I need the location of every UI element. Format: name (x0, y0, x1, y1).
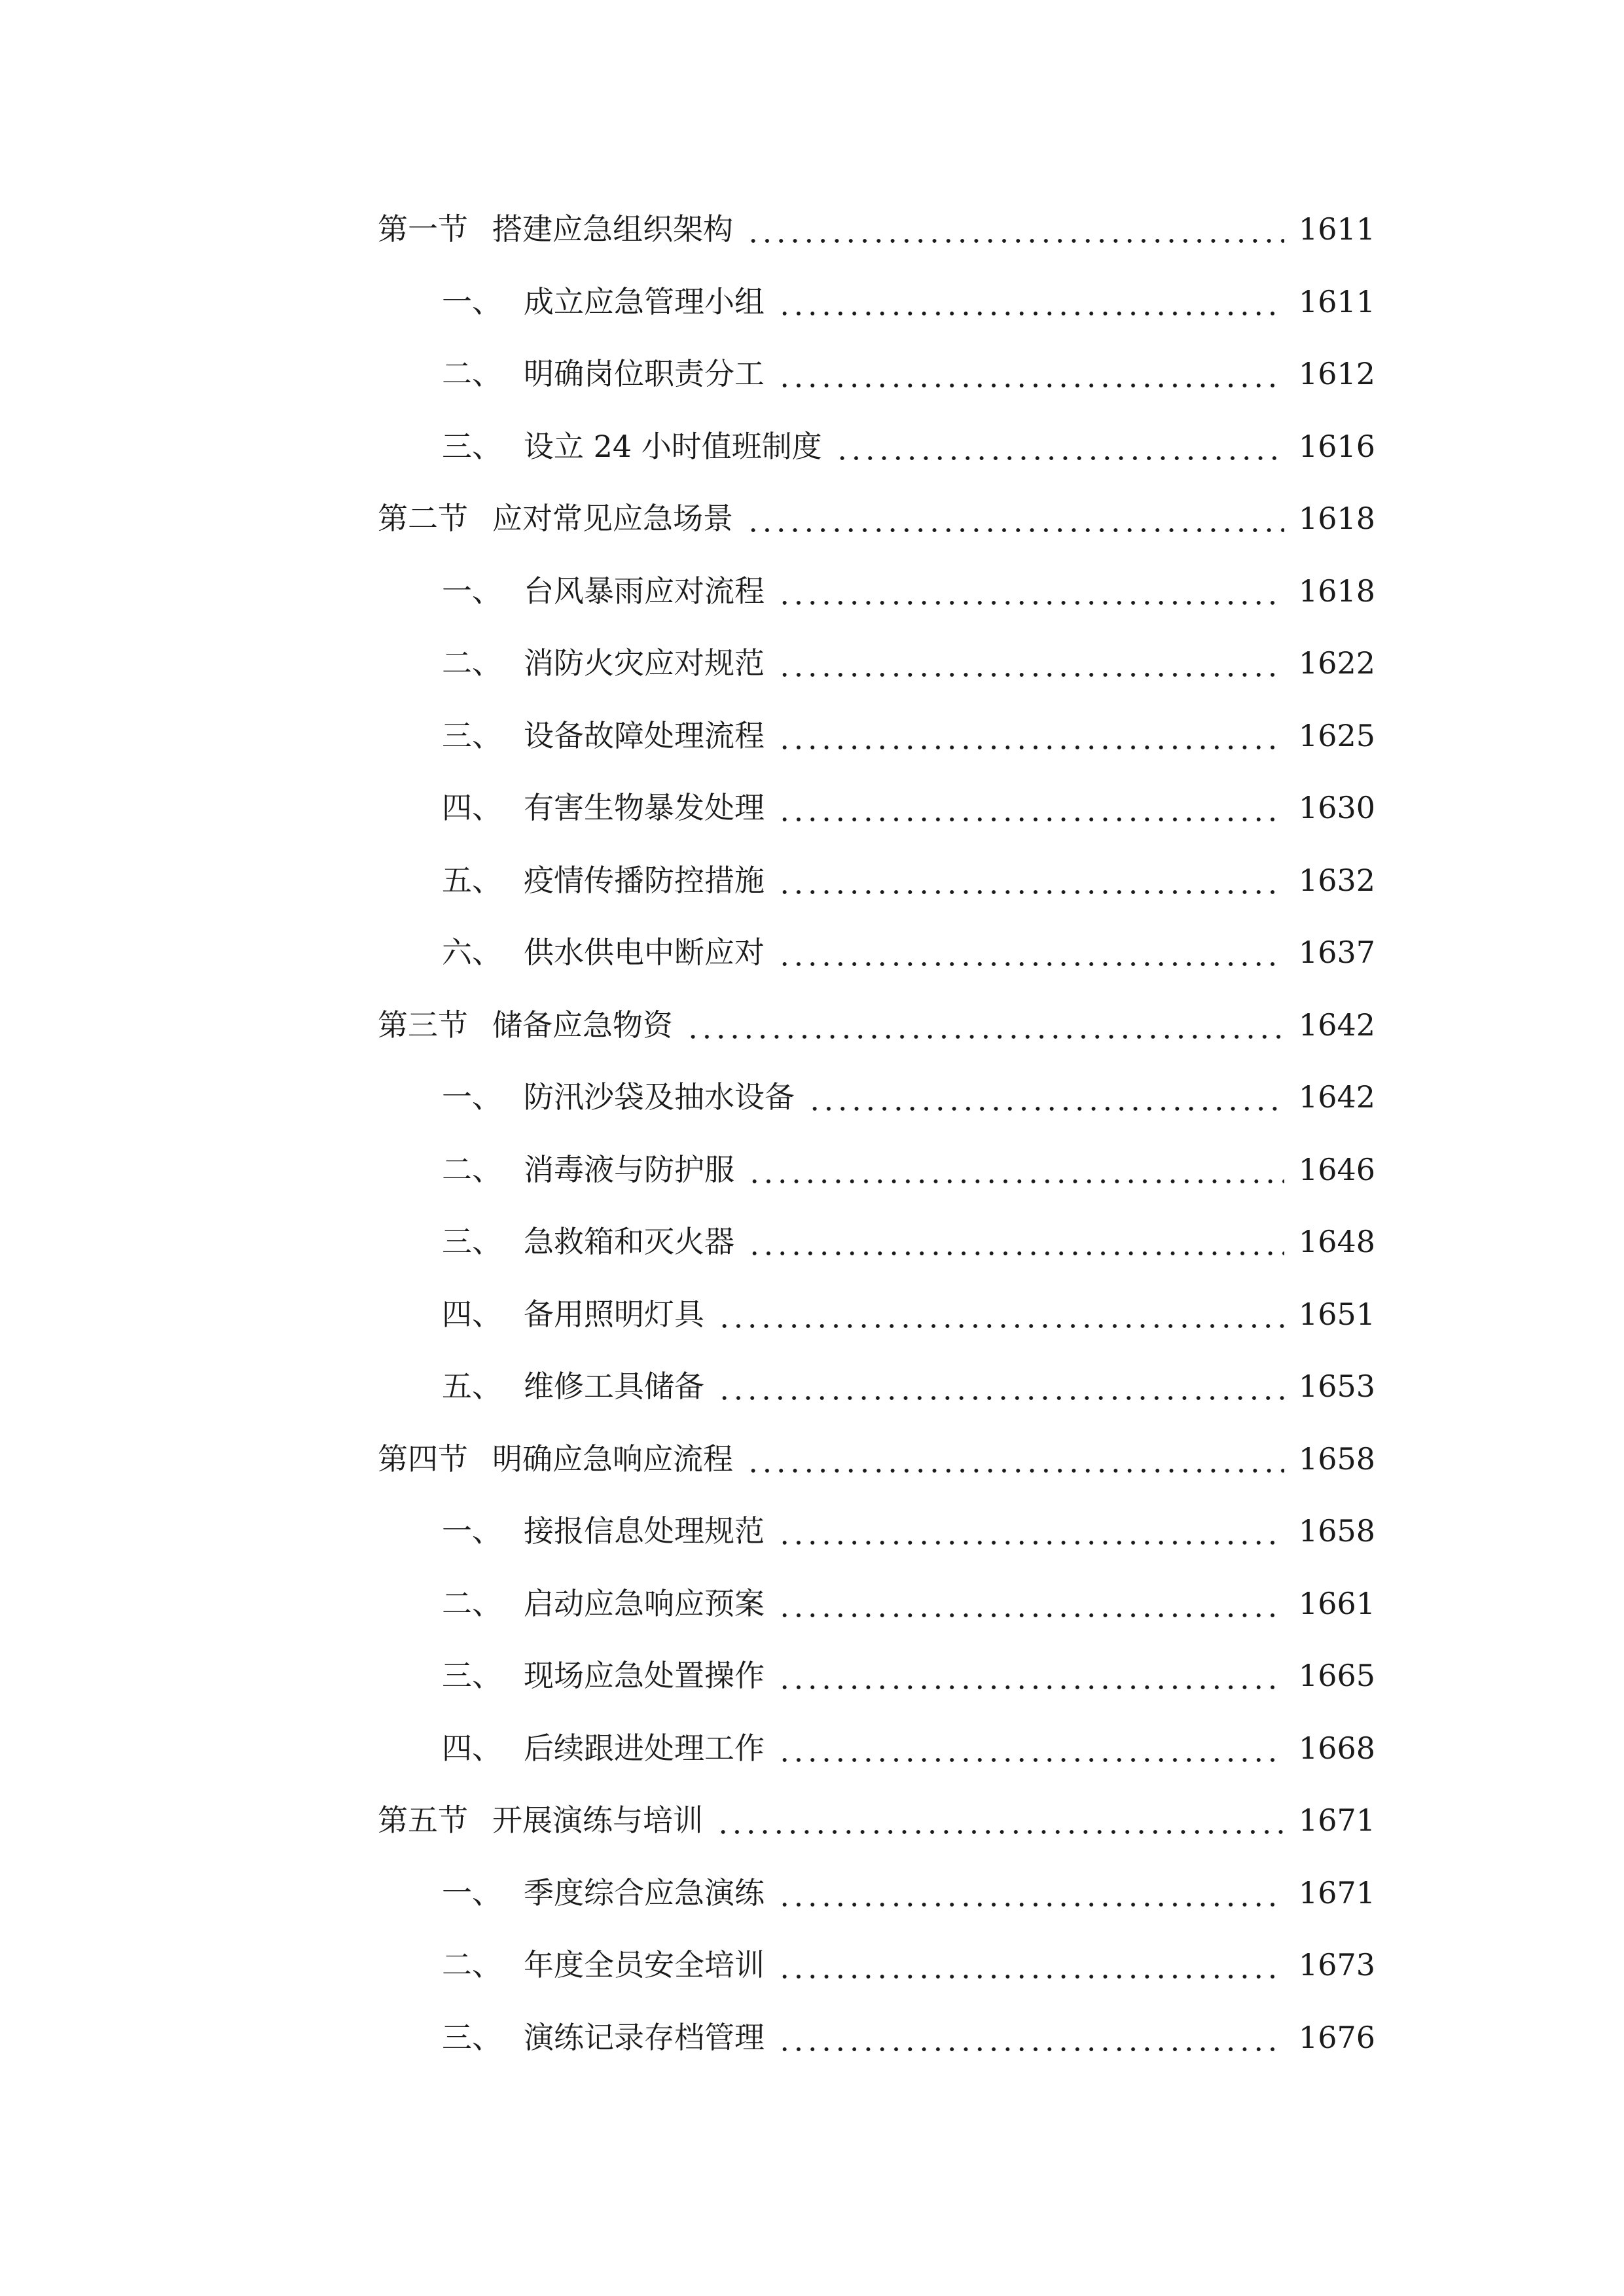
toc-entry-number: 一、 (442, 1875, 502, 1910)
toc-page-number: 1658 (1298, 1513, 1375, 1549)
toc-subsection-entry[interactable] (442, 926, 1375, 978)
toc-entry-title: 疫情传播防控措施 (524, 863, 765, 898)
toc-subsection-entry[interactable] (442, 1577, 1375, 1630)
toc-page-number: 1612 (1298, 356, 1375, 391)
toc-entry-title: 年度全员安全培训 (524, 1947, 765, 1982)
toc-page-number: 1653 (1298, 1369, 1375, 1404)
toc-entry-number: 三、 (442, 1224, 502, 1259)
toc-dot-leader (778, 1516, 1284, 1546)
toc-page-number: 1642 (1298, 1079, 1375, 1115)
toc-entry-number: 二、 (442, 1586, 502, 1621)
toc-entry-number: 第一节 (378, 211, 468, 247)
toc-page-number: 1671 (1298, 1875, 1375, 1910)
toc-entry-title: 储备应急物资 (492, 1007, 673, 1043)
toc-dot-leader (717, 1299, 1284, 1329)
toc-dot-leader (778, 576, 1284, 606)
toc-entry-number: 一、 (442, 1513, 502, 1549)
toc-entry-number: 第五节 (378, 1803, 468, 1838)
toc-entry-number: 二、 (442, 1152, 502, 1187)
toc-entry-number: 一、 (442, 284, 502, 319)
toc-entry-number: 四、 (442, 790, 502, 825)
toc-page-number: 1625 (1298, 718, 1375, 753)
toc-subsection-entry[interactable] (442, 1288, 1375, 1340)
toc-dot-leader (778, 359, 1284, 389)
toc-entry-title: 设立 24 小时值班制度 (524, 429, 822, 464)
toc-entry-title: 有害生物暴发处理 (524, 790, 765, 825)
toc-page-number: 1630 (1298, 790, 1375, 825)
toc-subsection-entry[interactable] (442, 1867, 1375, 1919)
toc-entry-number: 五、 (442, 1369, 502, 1404)
toc-dot-leader (746, 503, 1284, 533)
toc-subsection-entry[interactable] (442, 2011, 1375, 2064)
toc-dot-leader (716, 1805, 1284, 1835)
toc-dot-leader (778, 648, 1284, 678)
toc-subsection-entry[interactable] (442, 565, 1375, 617)
toc-entry-title: 季度综合应急演练 (524, 1875, 765, 1910)
toc-entry-title: 消毒液与防护服 (524, 1152, 734, 1187)
toc-dot-leader (778, 287, 1284, 317)
toc-page-number: 1632 (1298, 863, 1375, 898)
toc-subsection-entry[interactable] (442, 276, 1375, 328)
toc-page-number: 1671 (1298, 1803, 1375, 1838)
toc-page-number: 1665 (1298, 1658, 1375, 1693)
toc-entry-title: 供水供电中断应对 (524, 935, 765, 970)
toc-dot-leader (748, 1155, 1284, 1185)
toc-page-number: 1642 (1298, 1007, 1375, 1043)
toc-page-number: 1616 (1298, 429, 1375, 464)
toc-entry-number: 三、 (442, 2020, 502, 2055)
toc-dot-leader (778, 1950, 1284, 1980)
toc-dot-leader (835, 431, 1284, 461)
toc-entry-number: 四、 (442, 1731, 502, 1766)
toc-subsection-entry[interactable] (442, 1939, 1375, 1991)
toc-dot-leader (778, 2022, 1284, 2053)
toc-subsection-entry[interactable] (442, 781, 1375, 834)
toc-entry-title: 明确岗位职责分工 (524, 356, 765, 391)
toc-entry-title: 演练记录存档管理 (524, 2020, 765, 2055)
toc-page-number: 1618 (1298, 573, 1375, 609)
toc-page-number: 1646 (1298, 1152, 1375, 1187)
toc-entry-title: 防汛沙袋及抽水设备 (524, 1079, 795, 1115)
toc-entry-title: 消防火灾应对规范 (524, 645, 765, 681)
toc-page-number: 1611 (1298, 211, 1375, 247)
toc-entry-title: 备用照明灯具 (524, 1297, 704, 1332)
toc-section-entry[interactable] (378, 999, 1375, 1051)
toc-subsection-entry[interactable] (442, 348, 1375, 400)
toc-page-number: 1648 (1298, 1224, 1375, 1259)
toc-dot-leader (778, 865, 1284, 895)
toc-entry-title: 应对常见应急场景 (492, 501, 733, 536)
toc-subsection-entry[interactable] (442, 1722, 1375, 1774)
toc-entry-number: 五、 (442, 863, 502, 898)
toc-dot-leader (778, 1733, 1284, 1763)
toc-entry-number: 一、 (442, 1079, 502, 1115)
toc-page-number: 1637 (1298, 935, 1375, 970)
toc-subsection-entry[interactable] (442, 1505, 1375, 1557)
toc-dot-leader (778, 1588, 1284, 1619)
toc-dot-leader (746, 1444, 1284, 1474)
toc-dot-leader (778, 793, 1284, 823)
toc-subsection-entry[interactable] (442, 854, 1375, 906)
toc-entry-number: 第三节 (378, 1007, 468, 1043)
toc-page-number: 1618 (1298, 501, 1375, 536)
toc-entry-title: 台风暴雨应对流程 (524, 573, 765, 609)
toc-entry-number: 四、 (442, 1297, 502, 1332)
toc-entry-title: 启动应急响应预案 (524, 1586, 765, 1621)
toc-entry-title: 明确应急响应流程 (492, 1441, 733, 1477)
toc-section-entry[interactable] (378, 203, 1375, 255)
toc-page-number: 1622 (1298, 645, 1375, 681)
toc-entry-number: 第四节 (378, 1441, 468, 1477)
toc-subsection-entry[interactable] (442, 637, 1375, 689)
toc-page-number: 1673 (1298, 1947, 1375, 1982)
toc-entry-title: 开展演练与培训 (492, 1803, 703, 1838)
toc-entry-number: 三、 (442, 718, 502, 753)
toc-page-number: 1658 (1298, 1441, 1375, 1477)
toc-page-number: 1668 (1298, 1731, 1375, 1766)
toc-dot-leader (746, 214, 1284, 244)
toc-entry-title: 设备故障处理流程 (524, 718, 765, 753)
toc-page-number: 1661 (1298, 1586, 1375, 1621)
toc-page-number: 1651 (1298, 1297, 1375, 1332)
toc-entry-title: 搭建应急组织架构 (492, 211, 733, 247)
toc-dot-leader (778, 1660, 1284, 1691)
toc-entry-title: 急救箱和灭火器 (524, 1224, 734, 1259)
toc-page-number: 1611 (1298, 284, 1375, 319)
toc-subsection-entry[interactable] (442, 709, 1375, 762)
toc-entry-number: 第二节 (378, 501, 468, 536)
toc-entry-title: 后续跟进处理工作 (524, 1731, 765, 1766)
toc-subsection-entry[interactable] (442, 1143, 1375, 1196)
toc-entry-title: 维修工具储备 (524, 1369, 704, 1404)
toc-subsection-entry[interactable] (442, 1649, 1375, 1702)
toc-dot-leader (808, 1082, 1284, 1112)
toc-entry-number: 二、 (442, 645, 502, 681)
toc-section-entry[interactable] (378, 1794, 1375, 1846)
toc-dot-leader (778, 1878, 1284, 1908)
toc-page-number: 1676 (1298, 2020, 1375, 2055)
toc-entry-number: 三、 (442, 429, 502, 464)
toc-dot-leader (686, 1010, 1284, 1040)
toc-section-entry[interactable] (378, 1433, 1375, 1485)
toc-entry-title: 现场应急处置操作 (524, 1658, 765, 1693)
toc-entry-number: 二、 (442, 356, 502, 391)
toc-entry-number: 一、 (442, 573, 502, 609)
toc-subsection-entry[interactable] (442, 1071, 1375, 1123)
toc-dot-leader (717, 1371, 1284, 1401)
toc-section-entry[interactable] (378, 492, 1375, 545)
toc-dot-leader (748, 1227, 1284, 1257)
toc-entry-number: 六、 (442, 935, 502, 970)
toc-entry-number: 二、 (442, 1947, 502, 1982)
toc-dot-leader (778, 937, 1284, 967)
toc-subsection-entry[interactable] (442, 420, 1375, 473)
toc-dot-leader (778, 721, 1284, 751)
toc-entry-number: 三、 (442, 1658, 502, 1693)
toc-entry-title: 成立应急管理小组 (524, 284, 765, 319)
toc-entry-title: 接报信息处理规范 (524, 1513, 765, 1549)
toc-subsection-entry[interactable] (442, 1215, 1375, 1268)
toc-subsection-entry[interactable] (442, 1360, 1375, 1412)
